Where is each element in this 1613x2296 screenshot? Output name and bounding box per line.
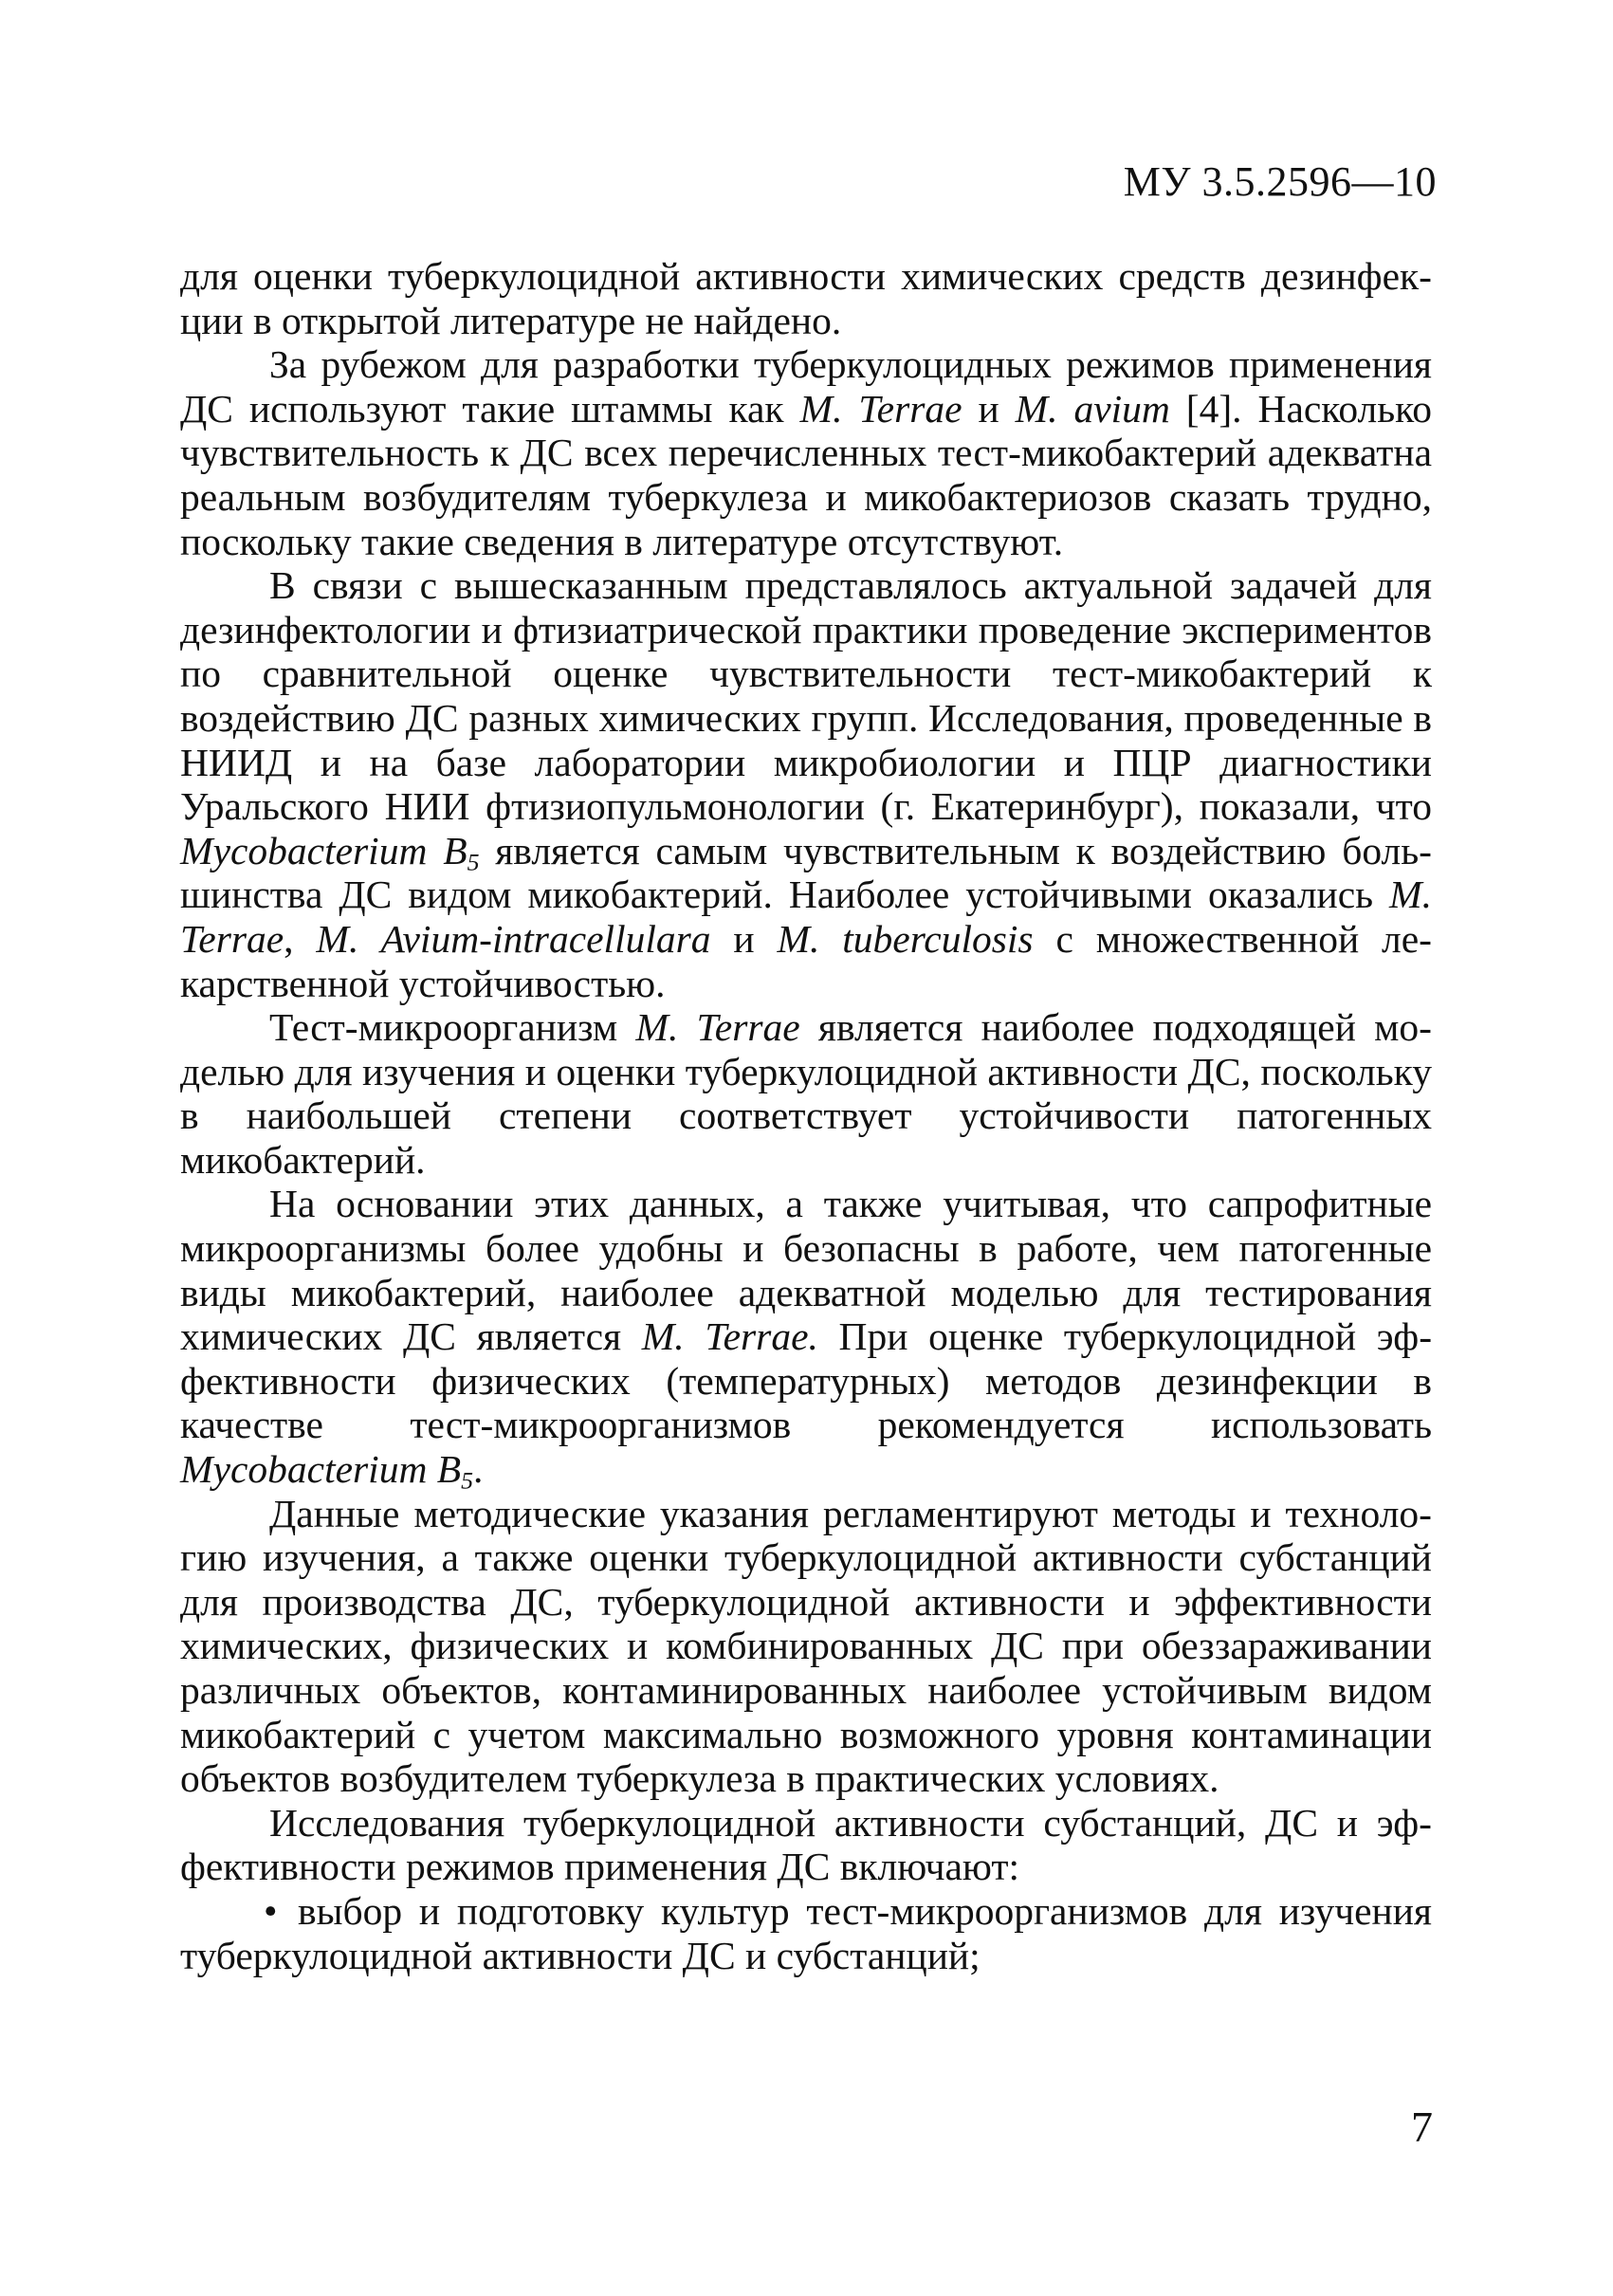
paragraph-6 — [180, 1492, 1432, 1801]
document-code-header: МУ 3.5.2596—10 — [1123, 158, 1437, 205]
paragraph-4 — [180, 1005, 1432, 1182]
paragraph-1 — [180, 254, 1432, 342]
species-name: M. Terrae. — [641, 1314, 818, 1359]
text-run: является самым чувствительным к воздействию большинства ДС видом микобактерий. Наиболее устойчивыми оказались — [180, 828, 1432, 917]
text-run: и — [710, 916, 778, 961]
text-run: для оценки туберкулоцидной активности химических средств дезинфекции в открытой литературе не найдено. — [180, 254, 1432, 342]
species-name: M. Terrae — [180, 872, 1432, 961]
subscript: 5 — [461, 1466, 474, 1495]
body-text — [180, 254, 1432, 1977]
paragraph-3 — [180, 563, 1432, 1005]
text-run: является наиболее подходящей моделью для изучения и оценки туберкулоцидной активности ДС, поскольку в наибольшей степени соответствует устойчивости патогенных микобактерий. — [180, 1005, 1432, 1182]
species-name: Mycobacterium B — [180, 828, 467, 872]
text-run: За рубежом для разработки туберкулоцидных режимов применения ДС используют такие штаммы как — [180, 342, 1432, 431]
text-run: Данные методические указания регламентируют методы и технологию изучения, а также оценки туберкулоцидной активности субстанций для производства ДС, туберкулоцидной активности и эффективности химических, физических и комбинированных ДС при обеззараживании различных объектов, контаминированных наиболее устойчивым видом микобактерий с учетом максимально возможного уровня контаминации объектов возбудителем туберкулеза в практических условиях. — [180, 1491, 1432, 1801]
text-run: , — [284, 916, 317, 961]
text-run: выбор и подготовку культур тест-микроорганизмов для изучения туберкулоцидной активности ДС и субстанций; — [180, 1888, 1432, 1977]
species-name: M. avium — [1015, 386, 1170, 431]
text-run: . — [473, 1447, 484, 1492]
paragraph-2 — [180, 342, 1432, 563]
bullet-item-1 — [180, 1889, 1432, 1977]
subscript: 5 — [467, 848, 480, 876]
species-name: M. Avium-intracellulara — [316, 916, 711, 961]
species-name: M. Terrae — [799, 386, 962, 431]
text-run: В связи с вышесказанным представлялось актуальной задачей для дезинфектологии и фтизиатрической практики проведение экспериментов по сравнительной оценке чувствительности тест-микобактерий к воздействию ДС разных химических групп. Исследования, проведенные в НИИД и на базе лаборатории микробиологии и ПЦР диагностики Уральского НИИ фтизиопульмонологии (г. Екатеринбург), показали, что — [180, 563, 1432, 829]
text-run: с множественной лекарственной устойчивостью. — [180, 916, 1432, 1005]
species-name: M. Terrae — [635, 1005, 800, 1050]
species-name: Mycobacterium B — [180, 1447, 462, 1492]
text-run: Тест-микроорганизм — [269, 1005, 636, 1050]
page-number: 7 — [1411, 2103, 1433, 2151]
bullet-icon: • — [264, 1888, 278, 1933]
paragraph-7 — [180, 1801, 1432, 1889]
text-run: и — [962, 386, 1016, 431]
paragraph-5 — [180, 1182, 1433, 1495]
species-name: M. tuberculosis — [777, 916, 1034, 961]
text-run: При оценке туберкулоцидной эффективности физических (температурных) методов дезинфекции в качестве тест-микроорганизмов рекомендуется использовать — [180, 1314, 1433, 1447]
text-run: Исследования туберкулоцидной активности субстанций, ДС и эффективности режимов применения ДС включают: — [180, 1800, 1432, 1889]
text-run: [4]. Насколько чувствительность к ДС всех перечисленных тест-микобактерий адекватна реальным возбудителям туберкулеза и микобактериозов сказать трудно, поскольку такие сведения в литературе отсутствуют. — [180, 386, 1432, 563]
text-run: На основании этих данных, а также учитывая, что сапрофитные микроорганизмы более удобны и безопасны в работе, чем патогенные виды микобактерий, наиболее адекватной моделью для тестирования химических ДС является — [180, 1182, 1432, 1359]
